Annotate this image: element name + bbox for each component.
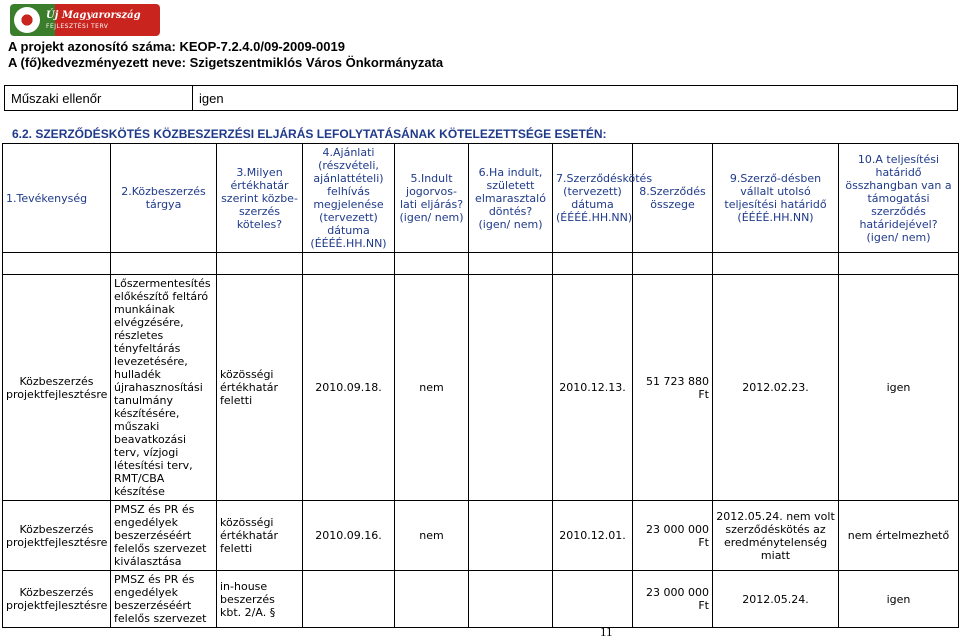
row-amount: 51 723 880 Ft <box>633 275 713 501</box>
header-consistency: 10.A teljesítési határidő összhangban van a támogatási szerződés határidejével? (igen/ nem) <box>839 144 959 253</box>
row-amount: 23 000 000 Ft <box>633 571 713 628</box>
row-notice-date: 2010.09.16. <box>303 501 395 571</box>
row-deadline: 2012.05.24. nem volt szerződéskötés az eredménytelenség miatt <box>713 501 839 571</box>
row-adverse <box>469 275 553 501</box>
row-activity: Közbeszerzés projektfejlesztésre <box>3 501 111 571</box>
row-notice-date <box>303 571 395 628</box>
row-consistent: igen <box>839 275 959 501</box>
logo-title: Új Magyarország <box>46 9 141 21</box>
row-activity: Közbeszerzés projektfejlesztésre <box>3 571 111 628</box>
row-deadline: 2012.05.24. <box>713 571 839 628</box>
row-activity: Közbeszerzés projektfejlesztésre <box>3 275 111 501</box>
row-threshold: közösségi értékhatár feletti <box>217 275 303 501</box>
row-contract-date: 2010.12.01. <box>553 501 633 571</box>
header-activity: 1.Tevékenység <box>3 144 111 253</box>
divider <box>192 86 193 110</box>
row-contract-date <box>553 571 633 628</box>
row-consistent: igen <box>839 571 959 628</box>
row-subject: Lőszermentesítés előkészítő feltáró munkáinak elvégzésére, részletes tényfeltárás levezetésére, hulladék újrahasznosítási tanulmány készítésére, műszaki beavatkozási terv, vízjogi létesítési terv, RMT/CBA készítése <box>111 275 217 501</box>
logo-subtitle: FEJLESZTÉSI TERV <box>46 22 109 30</box>
project-id: A projekt azonosító száma: KEOP-7.2.4.0/09-2009-0019 <box>8 39 345 54</box>
header-threshold: 3.Milyen értékhatár szerint közbe-szerzés köteles? <box>217 144 303 253</box>
row-notice-date: 2010.09.18. <box>303 275 395 501</box>
header-contract-date: 7.Szerződéskötés (tervezett) dátuma (ÉÉÉÉ.HH.NN) <box>553 144 633 253</box>
row-deadline: 2012.02.23. <box>713 275 839 501</box>
logo <box>10 4 160 36</box>
technical-inspector-value: igen <box>199 91 224 106</box>
page-number: 11 <box>600 624 613 639</box>
table-row <box>3 275 959 501</box>
table-header-row <box>3 144 959 253</box>
header-deadline: 9.Szerző-désben vállalt utolsó teljesítési határidő (ÉÉÉÉ.HH.NN) <box>713 144 839 253</box>
row-legal-remedy: nem <box>395 275 469 501</box>
row-adverse <box>469 571 553 628</box>
row-consistent: nem értelmezhető <box>839 501 959 571</box>
header-subject: 2.Közbeszerzés tárgya <box>111 144 217 253</box>
procurement-table <box>2 143 959 628</box>
row-legal-remedy: nem <box>395 501 469 571</box>
flag-emblem-icon <box>14 7 40 33</box>
row-contract-date: 2010.12.13. <box>553 275 633 501</box>
header-legal-remedy: 5.Indult jogorvos-lati eljárás? (igen/ nem) <box>395 144 469 253</box>
row-threshold: közösségi értékhatár feletti <box>217 501 303 571</box>
technical-inspector-label: Műszaki ellenőr <box>11 91 102 106</box>
row-amount: 23 000 000 Ft <box>633 501 713 571</box>
table-row <box>3 253 959 275</box>
header-adverse-decision: 6.Ha indult, született elmarasztaló döntés? (igen/ nem) <box>469 144 553 253</box>
table-row <box>3 501 959 571</box>
technical-inspector-box <box>4 85 958 111</box>
row-legal-remedy <box>395 571 469 628</box>
row-adverse <box>469 501 553 571</box>
beneficiary-name: A (fő)kedvezményezett neve: Szigetszentmiklós Város Önkormányzata <box>8 55 444 70</box>
header-amount: 8.Szerződés összege <box>633 144 713 253</box>
row-threshold: in-house beszerzés kbt. 2/A. § <box>217 571 303 628</box>
row-subject: PMSZ és PR és engedélyek beszerzéséért felelős szervezet <box>111 571 217 628</box>
section-title: 6.2. SZERZŐDÉSKÖTÉS KÖZBESZERZÉSI ELJÁRÁS LEFOLYTATÁSÁNAK KÖTELEZETTSÉGE ESETÉN: <box>12 127 607 141</box>
row-subject: PMSZ és PR és engedélyek beszerzéséért felelős szervezet kiválasztása <box>111 501 217 571</box>
header-notice-date: 4.Ajánlati (részvételi, ajánlattételi) felhívás megjelenése (tervezett) dátuma (ÉÉÉÉ.HH.NN) <box>303 144 395 253</box>
table-row <box>3 571 959 628</box>
